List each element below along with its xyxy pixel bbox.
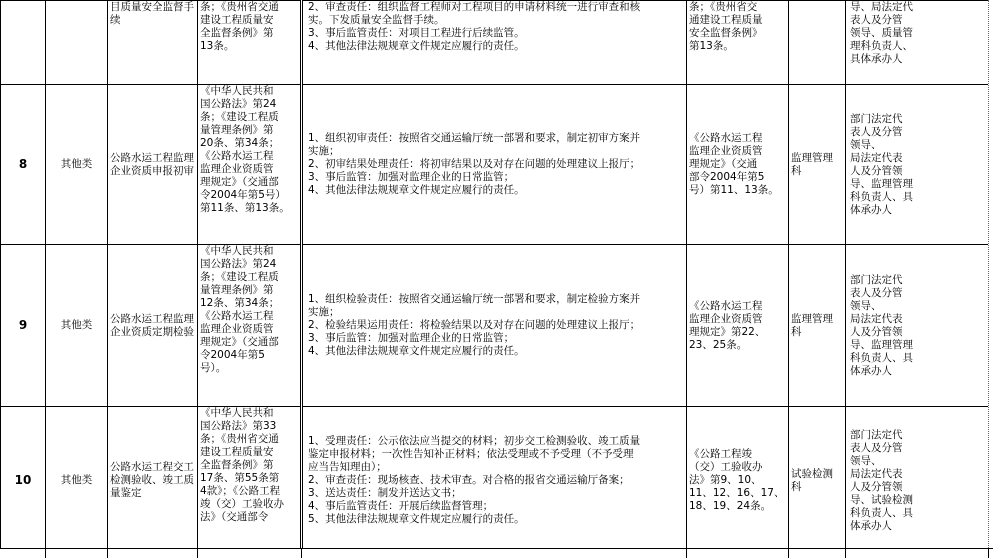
legal-basis-line: 13条。 <box>200 40 235 52</box>
responsibility-cell[interactable] <box>302 85 687 245</box>
accountability-line: 安全监督条例》 <box>689 27 763 39</box>
legal-basis-line: 4款》；《公路工程 <box>200 485 281 497</box>
responsibility-line: 4、事后监管责任：开展后续监督管理； <box>308 500 494 512</box>
responsible-person-line: 领导、 <box>850 454 882 467</box>
legal-basis-line: 竣（交）工验收办 <box>200 498 284 510</box>
office-cell[interactable]: 监理管理科 <box>789 85 846 245</box>
responsible-person-line: 领导、 <box>850 138 882 151</box>
responsibility-line: 3、事后监管责任：对项目工程进行后续监管。 <box>308 27 525 39</box>
responsible-person-line: 局法定代表 <box>850 151 903 164</box>
category-cell[interactable] <box>46 1 108 85</box>
legal-basis-cell[interactable] <box>198 407 302 555</box>
table-row <box>1 245 989 407</box>
responsibility-line: 1、组织初审责任：按照省交通运输厅统一部署和要求，制定初审方案并 <box>308 132 641 144</box>
legal-basis-cell[interactable] <box>198 245 302 407</box>
responsible-person-line: 表人及分管 <box>850 286 903 299</box>
responsibility-cell[interactable] <box>302 245 687 407</box>
accountability-line: 11、12、16、17、 <box>689 487 785 499</box>
responsible-person-line: 具体承办人 <box>850 53 903 65</box>
responsibility-line: 2、初审结果处理责任：将初审结果以及对存在问题的处理建议上报厅； <box>308 158 641 170</box>
legal-basis-line: 20条、第34条； <box>200 137 280 149</box>
legal-basis-line: 理规定》（交通部 <box>200 336 279 348</box>
accountability-line: 号）第11、13条。 <box>689 184 779 196</box>
responsible-person-line: 体承办人 <box>850 519 892 532</box>
responsibility-line: 2、审查责任：组织监督工程师对工程项目的申请材料统一进行审查和核 <box>308 1 641 13</box>
responsibility-line: 4、其他法律法规规章文件规定应履行的责任。 <box>308 345 525 357</box>
legal-basis-line: 《公路水运工程 <box>200 310 274 322</box>
responsible-person-line: 科负责人、具 <box>850 506 913 519</box>
legal-basis-line: 法》（交通部令 <box>200 511 269 523</box>
responsible-person-line: 导、局法定代 <box>850 1 913 13</box>
responsible-person-line: 部门法定代 <box>850 112 903 125</box>
category-cell[interactable]: 其他类 <box>46 245 108 407</box>
accountability-line: 通建设工程质量 <box>689 14 763 26</box>
legal-basis-line: 国公路法》第24 <box>200 258 277 270</box>
responsible-person-line: 体承办人 <box>850 203 892 216</box>
responsible-person-line: 部门法定代 <box>850 428 903 441</box>
table-row <box>1 1 989 85</box>
legal-basis-cell[interactable] <box>198 1 302 85</box>
responsible-persons-cell[interactable] <box>846 1 989 85</box>
legal-basis-line: 第11条、第13条。 <box>200 202 290 214</box>
responsible-person-line: 科负责人、具 <box>850 190 913 203</box>
responsible-person-line: 导、试验检测 <box>850 493 913 506</box>
row-number-cell[interactable]: 9 <box>1 245 46 407</box>
responsibility-line: 1、受理责任：公示依法应当提交的材料；初步交工检测验收、竣工质量 <box>308 435 641 447</box>
responsible-person-line: 领导、 <box>850 299 882 312</box>
legal-basis-line: 《中华人民共和 <box>200 245 274 257</box>
responsible-persons-cell[interactable] <box>846 85 989 245</box>
accountability-line: （交）工验收办 <box>689 461 763 473</box>
legal-basis-line: 量管理条例》第 <box>200 124 274 136</box>
row-number-cell[interactable]: 10 <box>1 407 46 555</box>
accountability-basis-cell[interactable] <box>687 407 789 555</box>
accountability-line: 《公路水运工程 <box>689 132 763 144</box>
responsible-person-line: 部门法定代 <box>850 273 903 286</box>
legal-basis-line: 条；《贵州省交通 <box>200 1 279 13</box>
responsibility-line: 4、其他法律法规规章文件规定应履行的责任。 <box>308 40 525 52</box>
accountability-line: 《公路水运工程 <box>689 299 763 312</box>
responsible-person-line: 人及分管领 <box>850 480 903 493</box>
responsible-person-line: 导、监理管理 <box>850 177 913 190</box>
legal-basis-line: 号）。 <box>200 362 227 374</box>
responsibility-line: 实施； <box>308 145 340 157</box>
responsible-person-line: 理科负责人、 <box>850 40 913 52</box>
sheet-bottom-strip <box>0 548 993 558</box>
responsible-person-line: 人及分管领 <box>850 164 903 177</box>
accountability-basis-cell[interactable] <box>687 85 789 245</box>
responsibility-line: 应当告知理由）； <box>308 461 387 473</box>
responsible-persons-cell[interactable] <box>846 407 989 555</box>
accountability-line: 条；《贵州省交 <box>689 1 758 13</box>
item-name-cell[interactable]: 公路水运工程监理企业资质申报初审 <box>108 85 198 245</box>
legal-basis-line: 12条、第34条； <box>200 297 280 309</box>
responsible-person-line: 局法定代表 <box>850 312 903 325</box>
legal-basis-line: 监理企业资质管 <box>200 323 274 335</box>
category-cell[interactable]: 其他类 <box>46 407 108 555</box>
legal-basis-line: 令2004年第5 <box>200 349 265 361</box>
responsibility-cell[interactable] <box>302 1 687 85</box>
legal-basis-line: 条；《建设工程质 <box>200 111 279 123</box>
legal-basis-line: 建设工程质量安 <box>200 14 274 26</box>
office-cell[interactable]: 试验检测科 <box>789 407 846 555</box>
sheet-right-edge <box>988 0 993 558</box>
accountability-line: 23、25条。 <box>689 338 748 351</box>
accountability-line: 第13条。 <box>689 40 734 52</box>
legal-basis-line: 《中华人民共和 <box>200 85 274 97</box>
office-cell[interactable] <box>789 1 846 85</box>
responsibility-line: 4、其他法律法规规章文件规定应履行的责任。 <box>308 184 525 196</box>
responsible-person-line: 人及分管领 <box>850 325 903 338</box>
responsible-person-line: 科负责人、具 <box>850 351 913 364</box>
responsibility-line: 实施； <box>308 306 340 318</box>
accountability-line: 监理企业资质管 <box>689 145 763 157</box>
responsible-person-line: 局法定代表 <box>850 467 903 480</box>
responsible-person-line: 领导、质量管 <box>850 27 913 39</box>
legal-basis-cell[interactable] <box>198 85 302 245</box>
legal-basis-line: 建设工程质量安 <box>200 446 274 458</box>
responsibility-line: 3、事后监管：加强对监理企业的日常监管； <box>308 171 515 183</box>
responsible-person-line: 导、监理管理 <box>850 338 913 351</box>
legal-basis-line: 国公路法》第24 <box>200 98 277 110</box>
accountability-line: 理规定》（交通 <box>689 158 758 170</box>
responsible-person-line: 表人及分管 <box>850 125 903 138</box>
responsible-person-line: 表人及分管 <box>850 14 903 26</box>
legal-basis-line: 《公路水运工程 <box>200 150 274 162</box>
responsibility-line: 2、检验结果运用责任：将检验结果以及对存在问题的处理建议上报厅； <box>308 319 641 331</box>
legal-basis-line: 国公路法》第33 <box>200 420 277 432</box>
responsible-persons-cell[interactable] <box>846 245 989 407</box>
accountability-line: 18、19、24条。 <box>689 500 772 512</box>
accountability-basis-cell[interactable] <box>687 1 789 85</box>
responsibility-line: 3、事后监管：加强对监理企业的日常监管； <box>308 332 515 344</box>
legal-basis-line: 监理企业资质管 <box>200 163 274 175</box>
legal-basis-line: 理规定》（交通部 <box>200 176 279 188</box>
accountability-basis-cell[interactable] <box>687 245 789 407</box>
responsible-person-line: 体承办人 <box>850 364 892 377</box>
legal-basis-line: 17条、第55条第 <box>200 472 280 484</box>
responsible-person-line: 表人及分管 <box>850 441 903 454</box>
accountability-line: 法》第9、10、 <box>689 474 762 486</box>
item-name-cell[interactable]: 公路水运工程监理企业资质定期检验 <box>108 245 198 407</box>
legal-basis-line: 全监督条例》第 <box>200 459 274 471</box>
row-number-cell[interactable]: 8 <box>1 85 46 245</box>
office-cell[interactable]: 监理管理科 <box>789 245 846 407</box>
item-name-cell[interactable]: 目质量安全监督手续 <box>108 1 198 85</box>
legal-basis-line: 量管理条例》第 <box>200 284 274 296</box>
row-number-cell[interactable] <box>1 1 46 85</box>
responsibility-cell[interactable] <box>302 407 687 555</box>
responsibility-line: 实。下发质量安全监督手续。 <box>308 14 445 26</box>
accountability-line: 监理企业资质管 <box>689 312 763 325</box>
legal-basis-line: 令2004年第5号） <box>200 189 286 201</box>
legal-basis-line: 《中华人民共和 <box>200 407 274 419</box>
responsibility-line: 3、送达责任：制发并送达文书； <box>308 487 462 499</box>
table-row <box>1 85 989 245</box>
legal-basis-line: 条；《建设工程质 <box>200 271 279 283</box>
accountability-line: 部令2004年第5 <box>689 171 765 183</box>
item-name-cell[interactable]: 公路水运工程交工检测验收、竣工质量鉴定 <box>108 407 198 555</box>
responsibility-line: 鉴定申报材料；一次性告知补正材料；依法受理或不予受理（不予受理 <box>308 448 634 460</box>
legal-basis-line: 全监督条例》第 <box>200 27 274 39</box>
responsibility-line: 1、组织检验责任：按照省交通运输厅统一部署和要求，制定检验方案并 <box>308 293 641 305</box>
category-cell[interactable]: 其他类 <box>46 85 108 245</box>
table-row <box>1 407 989 555</box>
responsibility-line: 2、审查责任：现场核查、技术审查。对合格的报省交通运输厅备案； <box>308 474 630 486</box>
responsibility-line: 5、其他法律法规规章文件规定应履行的责任。 <box>308 513 525 525</box>
legal-basis-line: 条；《贵州省交通 <box>200 433 279 445</box>
accountability-line: 《公路工程竣 <box>689 448 752 460</box>
accountability-line: 理规定》第22、 <box>689 325 766 338</box>
